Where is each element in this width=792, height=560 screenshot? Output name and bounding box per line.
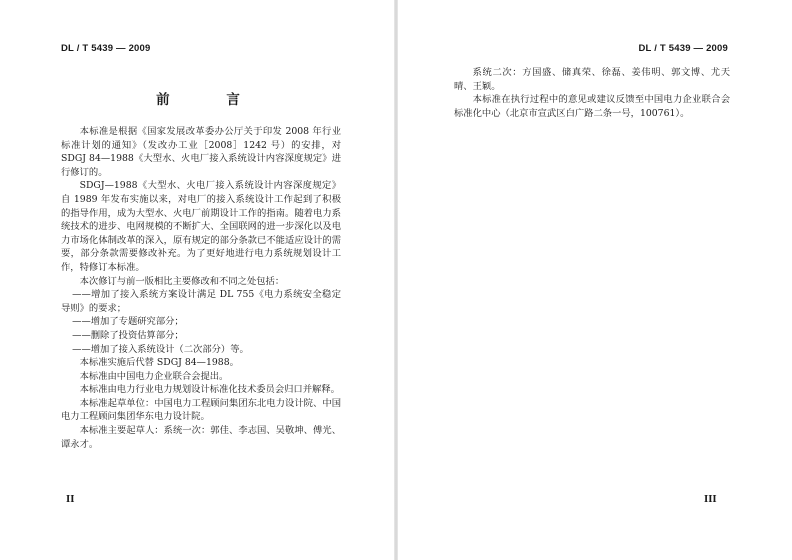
paragraph: 本标准实施后代替 SDGJ 84—1988。 xyxy=(79,357,239,369)
paragraph: 本标准由中国电力企业联合会提出。 xyxy=(79,370,229,382)
right-body-text xyxy=(454,66,730,120)
paragraph: 系统二次：方国盛、储真荣、徐磊、姜伟明、郭文博、尤天晴、王颖。 xyxy=(454,67,730,92)
left-page-header: DL / T 5439 — 2009 xyxy=(61,43,151,54)
dash-item: ——增加了接入系统方案设计满足 DL 755《电力系统安全稳定导则》的要求； xyxy=(61,289,341,314)
paragraph: 本标准起草单位：中国电力工程顾问集团东北电力设计院、中国电力工程顾问集团华东电力设计院。 xyxy=(61,397,341,423)
paragraph: 本标准在执行过程中的意见或建议反馈至中国电力企业联合会标准化中心（北京市宣武区白广路二条一号，100761）。 xyxy=(454,94,730,119)
dash-item: ——增加了接入系统设计（二次部分）等。 xyxy=(72,343,249,355)
paragraph: 本标准是根据《国家发展改革委办公厅关于印发 2008 年行业标准计划的通知》（发改办工业［2008］1242 号）的安排，对 SDGJ 84—1988《大型水、火电厂接入系统设计内容深度规定》进行修订的。 xyxy=(61,126,341,178)
paragraph: 本标准主要起草人：系统一次：郭佳、李志国、吴敬坤、傅光、谭永才。 xyxy=(61,425,341,450)
right-page xyxy=(396,0,792,560)
right-page-header: DL / T 5439 — 2009 xyxy=(638,43,728,54)
right-page-number: III xyxy=(704,495,717,505)
dash-item: ——增加了专题研究部分； xyxy=(72,316,184,328)
paragraph: SDGJ—1988《大型水、火电厂接入系统设计内容深度规定》自 1989 年发布实施以来，对电厂的接入系统设计工作起到了积极的指导作用，成为大型水、火电厂前期设计工作的指南。随着电力系统技术的进步、电网规模的不断扩大、全国联网的进一步深化以及电力市场化体制改革的深入，原有规定的部分条款已不能适应设计的需要，部分条款需要修改补充。为了更好地进行电力系统规划设计工作，特修订本标准。 xyxy=(61,180,341,273)
dash-item: ——删除了投资估算部分； xyxy=(72,329,184,341)
paragraph: 本标准由电力行业电力规划设计标准化技术委员会归口并解释。 xyxy=(79,384,340,396)
page-title: 前 言 xyxy=(156,92,266,108)
left-page-number: II xyxy=(66,495,75,505)
paragraph: 本次修订与前一版相比主要修改和不同之处包括： xyxy=(79,275,285,287)
left-body-text xyxy=(61,125,341,451)
